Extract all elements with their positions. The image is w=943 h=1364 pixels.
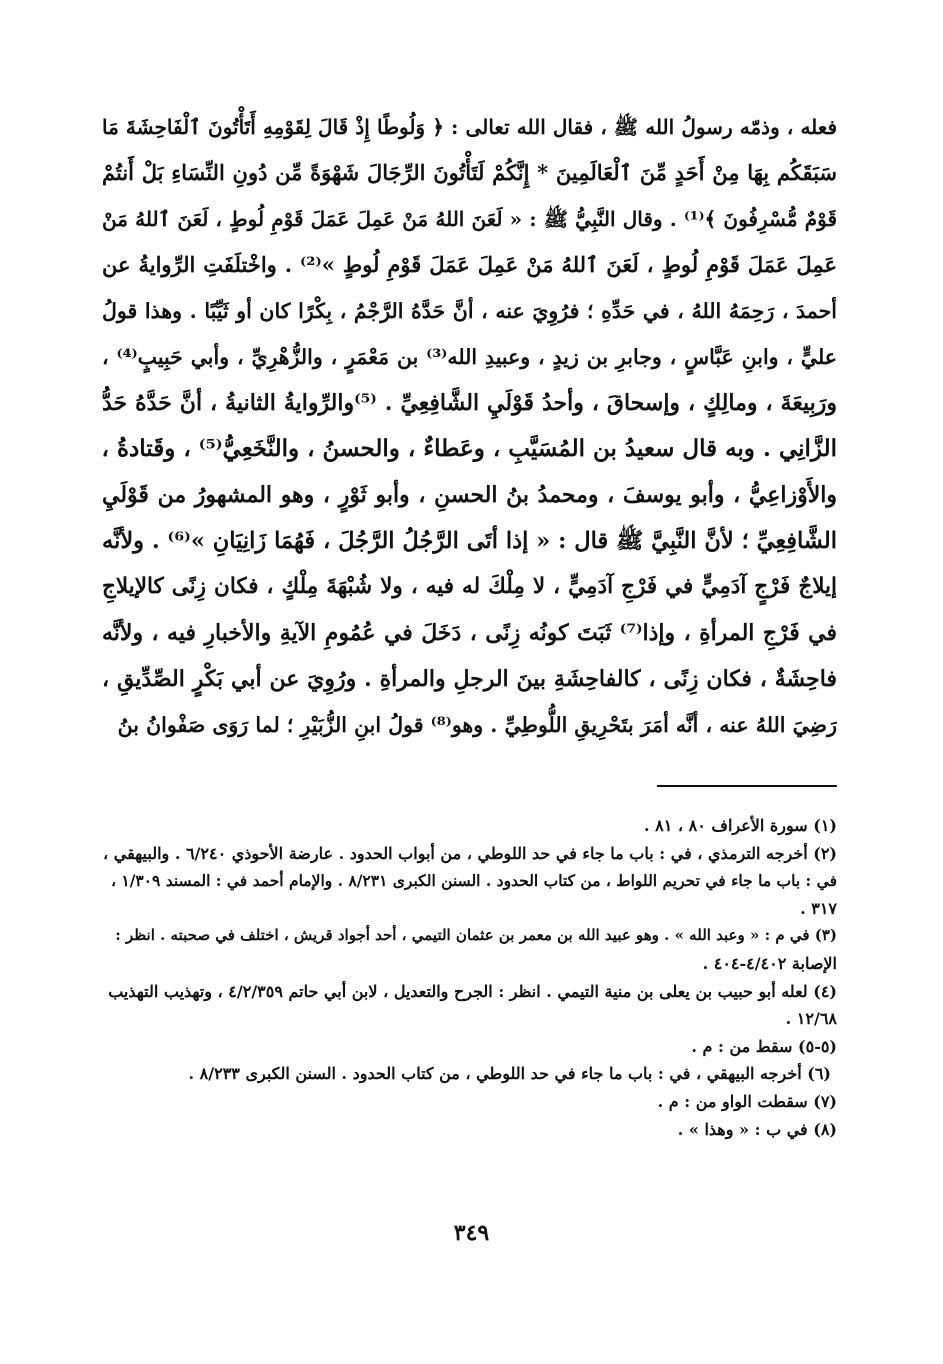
- footnote-line: (٣) في م : « وعبد الله » . وهو عبيد الله بن معمر بن عثمان التيمي ، أحد أجواد قريش ، اختلف في صحبته . انظر :: [115, 926, 837, 945]
- text-line: الشَّافِعِيِّ ؛ لأنَّ النَّبِيَّ ﷺ قال : « إذا أتَى الرَّجُلُ الرَّجُلَ ، فَهُمَا زَانِيَانِ »⁽⁶⁾ . ولأنَّه: [102, 528, 837, 554]
- footnote-line: ١٢/٦٨ .: [785, 1009, 837, 1029]
- text-line: فعله ، وذمّه رسولُ الله ﷺ ، فقال الله تعالى : ﴿ وَلُوطًا إِذْ قَالَ لِقَوْمِهِ أَتَأْتُونَ ٱلْفَاحِشَةَ مَا: [102, 115, 837, 139]
- footnote-line: (٢) أخرجه الترمذي ، في : باب ما جاء في حد اللوطي ، من أبواب الحدود . عارضة الأحوذي ٦/٢٤٠ . والبيهقي ،: [103, 843, 837, 863]
- text-line: عليٍّ ، وابنِ عَبَّاسٍ ، وجابرِ بن زيدٍ ، وعبيدِ الله⁽³⁾ بن مَعْمَرٍ ، والزُّهْرِيِّ ، وأبي حَبِيبٍ⁽⁴⁾ ،: [102, 345, 837, 369]
- footnote-line: (١) سورة الأعراف ٨٠ ، ٨١ .: [643, 816, 837, 835]
- footnote-line: الإصابة ٤/٤٠٢-٤٠٤ .: [702, 953, 837, 973]
- footnote-line: (٥-٥) سقط من : م .: [691, 1036, 837, 1056]
- footnote-line: (٨) في ب : « وهذا » .: [677, 1119, 837, 1139]
- text-line: في فَرْجِ المرأةِ ، وإذا⁽⁷⁾ ثَبَتَ كونُه زِنًى ، دَخَلَ في عُمُومِ الآيةِ والأخبارِ فيه ، ولأنَّه: [102, 620, 837, 646]
- footnote-line: (٧) سقطت الواو من : م .: [657, 1091, 837, 1111]
- text-line: أحمدَ ، رَحِمَهُ اللهُ ، في حَدِّهِ ؛ فرُوِيَ عنه ، أنَّ حَدَّهُ الرَّجْمُ ، بِكْرًا كان أو ثَيِّبًا . وهذا قولُ: [102, 299, 837, 323]
- footnote-line: في : باب ما جاء في تحريم اللواط ، من كتاب الحدود . السنن الكبرى ٨/٢٣١ . والإمام أحمد في : المسند ١/٣٠٩ ،: [110, 871, 837, 891]
- text-line: فاحِشَةٌ ، فكان زِنًى ، كالفاحِشَةِ بينَ الرجلِ والمرأةِ . ورُوِيَ عن أبي بَكْرٍ الصِّدِّيقِ ،: [102, 666, 837, 692]
- text-line: إيلاجٌ فَرْجٍ آدَمِيٍّ في فَرْجِ آدَمِيٍّ ، لا مِلْكَ له فيه ، ولا شُبْهَةَ مِلْكٍ ، فكان زِنًى كالإيلاجِ: [102, 574, 837, 599]
- page-number: ٣٤٩: [453, 1220, 490, 1246]
- text-line: رَضِيَ اللهُ عنه ، أنَّه أمَرَ بتَحْرِيقِ اللُّوطِيِّ . وهو⁽⁸⁾ قولُ ابنِ الزُّبَيْرِ ؛ لما رَوَى صَفْوانُ بنُ: [117, 713, 837, 737]
- text-line: ورَبِيعَةَ ، ومالِكٍ ، وإسحاقَ ، وأحدُ قَوْلَيِ الشَّافِعِيِّ . ⁽⁵⁾والرِّوايةُ الثانيةُ ، أنَّ حَدَّهُ حَدُّ: [102, 390, 837, 416]
- text-line: قَوْمٌ مُّسْرِفُونَ ﴾⁽¹⁾ . وقال النَّبِيُّ ﷺ : « لَعَنَ اللهُ مَنْ عَمِلَ عَمَلَ قَوْمِ لُوطٍ ، لَعَنَ ٱللهُ مَنْ: [102, 207, 837, 231]
- text-line: والأَوْزاعِيُّ ، وأبو يوسفَ ، ومحمدُ بنُ الحسنِ ، وأبو ثَوْرٍ ، وهو المشهورُ من قَوْلَيِ: [102, 482, 837, 508]
- footnote-separator: [657, 785, 837, 787]
- footnote-line: (٦) أخرجه البيهقي ، في : باب ما جاء في حد اللوطي ، من كتاب الحدود . السنن الكبرى ٨/٢٣٣ .: [188, 1064, 831, 1084]
- text-line: الزَّانِي . وبه قال سعيدُ بن المُسَيَّبِ ، وعَطاءٌ ، والحسنُ ، والنَّخَعِيُّ⁽⁵⁾ ، وقَتادةُ ،: [102, 435, 837, 462]
- footnote-line: ٣١٧ .: [800, 898, 837, 918]
- text-line: سَبَقَكُم بِهَا مِنْ أَحَدٍ مِّنَ ٱلْعَالَمِينَ * إِنَّكُمْ لَتَأْتُونَ الرِّجَالَ شَهْوَةً مِّن دُونِ النِّسَاءِ بَلْ أَنتُمْ: [102, 160, 837, 185]
- main-text: [102, 104, 837, 748]
- footnotes: [102, 812, 837, 1143]
- footnote-line: (٤) لعله أبو حبيب بن يعلى بن منية التيمي . انظر : الجرح والتعديل ، لابن أبي حاتم ٤/٢/٣٥٩ ، وتهذيب التهذيب: [108, 981, 837, 1001]
- text-line: عَمِلَ عَمَلَ قَوْمِ لُوطٍ ، لَعَنَ ٱللهُ مَنْ عَمِلَ عَمَلَ قَوْمِ لُوطٍ »⁽²⁾ . واخْتلَفَتِ الرِّوايةُ عن: [102, 252, 837, 277]
